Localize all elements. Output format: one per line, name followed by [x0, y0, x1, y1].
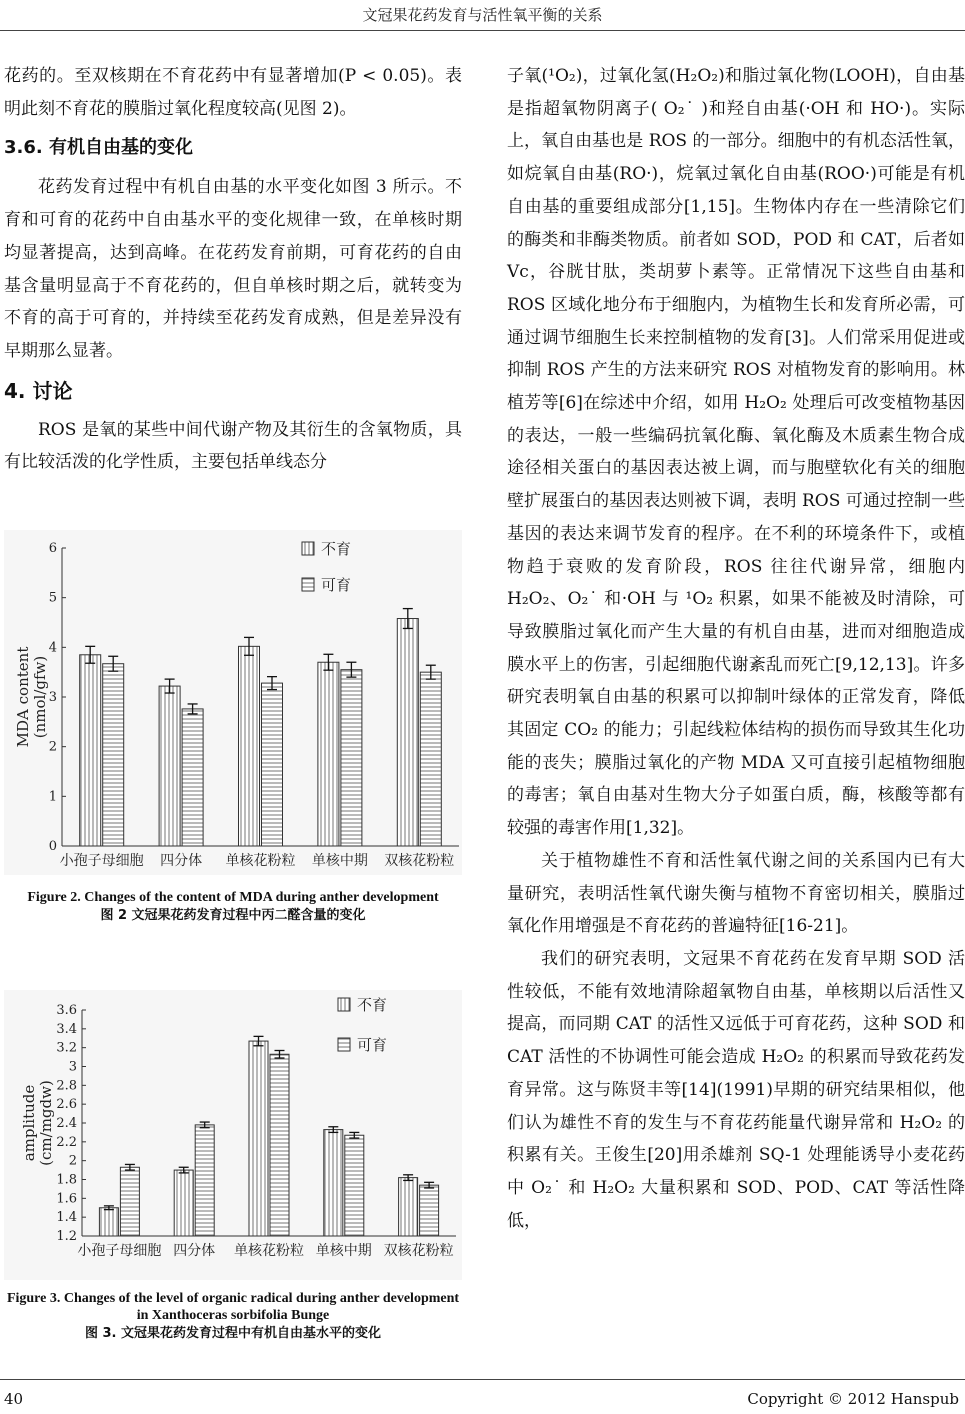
legend-label: 不育 [357, 996, 388, 1014]
y-tick-label: 1.8 [56, 1172, 77, 1188]
y-tick-label: 1.2 [56, 1229, 77, 1244]
y-tick-label: 3 [48, 690, 57, 705]
bar-fertile [345, 1135, 364, 1236]
x-tick-label: 四分体 [160, 853, 203, 869]
y-tick-label: 1.4 [56, 1210, 77, 1226]
figure-2-caption-cn: 图 2 文冠果花药发育过程中丙二醛含量的变化 [100, 908, 366, 923]
plot-background [4, 530, 462, 875]
bar-fertile [120, 1167, 139, 1236]
paragraph: 花药发育过程中有机自由基的水平变化如图 3 所示。不育和可育的花药中自由基水平的变化规律一致，在单核时期均显著提高，达到高峰。在花药发育前期，可育花药的自由基含量明显高于不育花药的，但自单核时期之后，就转变为不育的高于可育的，并持续至花药发育成熟，但是差异没有早期那么显著。 [4, 177, 462, 361]
y-tick-label: 3.2 [56, 1040, 77, 1056]
bar-sterile [324, 1130, 343, 1236]
y-axis-label: (cm/mgdw) [37, 1080, 55, 1166]
x-tick-label: 单核中期 [315, 1243, 372, 1259]
bar-sterile [318, 662, 339, 846]
bar-fertile [270, 1054, 289, 1236]
x-tick-label: 双核花粉粒 [384, 853, 455, 869]
x-tick-label: 小孢子母细胞 [77, 1243, 162, 1259]
bar-fertile [262, 683, 283, 846]
legend-label: 可育 [321, 576, 352, 594]
y-tick-label: 4 [48, 640, 57, 656]
legend-label: 不育 [321, 540, 352, 558]
y-tick-label: 1 [48, 789, 57, 805]
copyright: Copyright © 2012 Hanspub [747, 1390, 959, 1408]
bar-fertile [195, 1125, 214, 1236]
paragraph: ROS 是氧的某些中间代谢产物及其衍生的含氧物质，具有比较活泼的化学性质，主要包括单线态分 [4, 419, 462, 473]
y-tick-label: 2.2 [56, 1134, 77, 1150]
bar-sterile [174, 1170, 193, 1236]
running-title: 文冠果花药发育与活性氧平衡的关系 [362, 6, 603, 24]
y-tick-label: 2 [48, 739, 57, 755]
figure-3-caption-cn: 图 3. 文冠果花药发育过程中有机自由基水平的变化 [84, 1326, 382, 1341]
footer-rule [0, 1379, 965, 1380]
bar-sterile [99, 1208, 118, 1236]
legend-label: 可育 [357, 1036, 388, 1054]
y-axis-label: MDA content [14, 646, 32, 748]
bar-sterile [399, 1178, 418, 1236]
legend-swatch [302, 578, 314, 591]
paragraph: 花药的。至双核期在不育花药中有显著增加(P < 0.05)。表明此刻不育花的膜脂过氧化程度较高(见图 2)。 [4, 66, 462, 119]
bar-sterile [159, 686, 180, 846]
bar-sterile [80, 655, 101, 846]
legend-swatch [338, 1038, 350, 1051]
bar-sterile [397, 619, 418, 846]
paragraph: 我们的研究表明，文冠果不育花药在发育早期 SOD 活性较低，不能有效地清除超氧物自由基，单核期以后活性又提高，而同期 CAT 的活性又远低于可育花药，这种 SOD 和 CAT 活性的不协调性可能会造成 H₂O₂ 的积累而导致花药发育异常。这与陈贤丰等[14](1991)早期的研究结果相似，他们认为雄性不育的发生与不育花药能量代谢异常和 H₂O₂ 的积累有关。王俊生[20]用杀雄剂 SQ-1 处理能诱导小麦花药中 O₂˙ 和 H₂O₂ 大量积累和 SOD、POD、CAT 等活性降低， [507, 948, 965, 1231]
y-tick-label: 5 [48, 590, 57, 606]
paragraph: 关于植物雄性不育和活性氧代谢之间的关系国内已有大量研究，表明活性氧代谢失衡与植物不育密切相关，膜脂过氧化作用增强是不育花药的普遍特征[16-21]。 [507, 850, 965, 937]
y-tick-label: 3 [68, 1059, 77, 1075]
bar-sterile [239, 646, 260, 846]
y-tick-label: 6 [48, 541, 57, 556]
right-column [507, 60, 965, 1237]
mda-bar-chart [4, 530, 462, 875]
x-tick-label: 单核花粉粒 [225, 853, 296, 869]
figure-2 [4, 530, 462, 926]
paragraph: 子氧(¹O₂)，过氧化氢(H₂O₂)和脂过氧化物(LOOH)，自由基是指超氧物阴离子( O₂˙ )和羟自由基(·OH 和 HO·)。实际上，氧自由基也是 ROS 的一部分。细胞中的有机态活性氧，如烷氧自由基(RO·)，烷氧过氧化自由基(ROO·)可能是有机自由基的重要组成部分[1,15]。生物体内存在一些清除它们的酶类和非酶类物质。前者如 SOD，POD 和 CAT，后者如 Vc，谷胱甘肽，类胡萝卜素等。正常情况下这些自由基和 ROS 区域化地分布于细胞内，为植物生长和发育所必需，可通过调节细胞生长来控制植物的发育[3]。人们常采用促进或抑制 ROS 产生的方法来研究 ROS 对植物发育的影响用。林植芳等[6]在综述中介绍，如用 H₂O₂ 处理后可改变植物基因的表达，一般一些编码抗氧化酶、氧化酶及木质素生物合成途径相关蛋白的基因表达被上调，而与胞壁软化有关的细胞壁扩展蛋白的基因表达则被下调，表明 ROS 可通过控制一些基因的表达来调节发育的程序。在不利的环境条件下，或植物趋于衰败的发育阶段，ROS 往往代谢异常，细胞内 H₂O₂、O₂˙ 和·OH 与 ¹O₂ 积累，如果不能被及时清除，可导致膜脂过氧化而产生大量的有机自由基，进而对细胞造成膜水平上的伤害，引起细胞代谢紊乱而死亡[9,12,13]。许多研究表明氧自由基的积累可以抑制叶绿体的正常发育，降低其固定 CO₂ 的能力；引起线粒体结构的损伤而导致其生化功能的丧失；膜脂过氧化的产物 MDA 又可直接引起植物细胞的毒害；氧自由基对生物大分子如蛋白质，酶，核酸等都有较强的毒害作用[1,32]。 [507, 66, 965, 839]
y-tick-label: 2 [68, 1153, 77, 1169]
y-tick-label: 3.6 [56, 1003, 77, 1018]
page-number: 40 [4, 1390, 24, 1408]
y-tick-label: 2.4 [56, 1116, 77, 1131]
figure-3 [4, 990, 462, 1344]
y-tick-label: 2.8 [56, 1078, 77, 1094]
y-tick-label: 2.6 [56, 1097, 77, 1113]
section-heading-3-6: 3.6. 有机自由基的变化 [4, 137, 193, 159]
legend-swatch [338, 998, 350, 1011]
y-tick-label: 1.6 [56, 1191, 77, 1207]
x-tick-label: 小孢子母细胞 [59, 853, 144, 869]
y-axis-label: amplitude [20, 1084, 38, 1162]
bar-fertile [420, 1185, 439, 1236]
bar-sterile [249, 1041, 268, 1236]
bar-fertile [182, 709, 203, 846]
figure-3-caption-en: Figure 3. Changes of the level of organic radical during anther development in Xanthoceras sorbifolia Bunge [6, 1291, 460, 1323]
legend-swatch [302, 542, 314, 555]
x-tick-label: 单核中期 [311, 853, 368, 869]
bar-fertile [420, 672, 441, 846]
y-tick-label: 3.4 [56, 1021, 77, 1037]
figure-2-caption-en: Figure 2. Changes of the content of MDA during anther development [27, 890, 439, 905]
y-tick-label: 0 [48, 839, 57, 854]
x-tick-label: 四分体 [173, 1243, 216, 1259]
left-column [4, 60, 462, 479]
bar-fertile [103, 664, 124, 846]
x-tick-label: 双核花粉粒 [383, 1243, 454, 1259]
header-rule [0, 30, 965, 31]
radical-bar-chart [4, 990, 462, 1280]
section-heading-4: 4. 讨论 [4, 378, 73, 403]
y-axis-label: (nmol/gfw) [31, 655, 49, 739]
bar-fertile [341, 670, 362, 846]
x-tick-label: 单核花粉粒 [234, 1243, 304, 1259]
